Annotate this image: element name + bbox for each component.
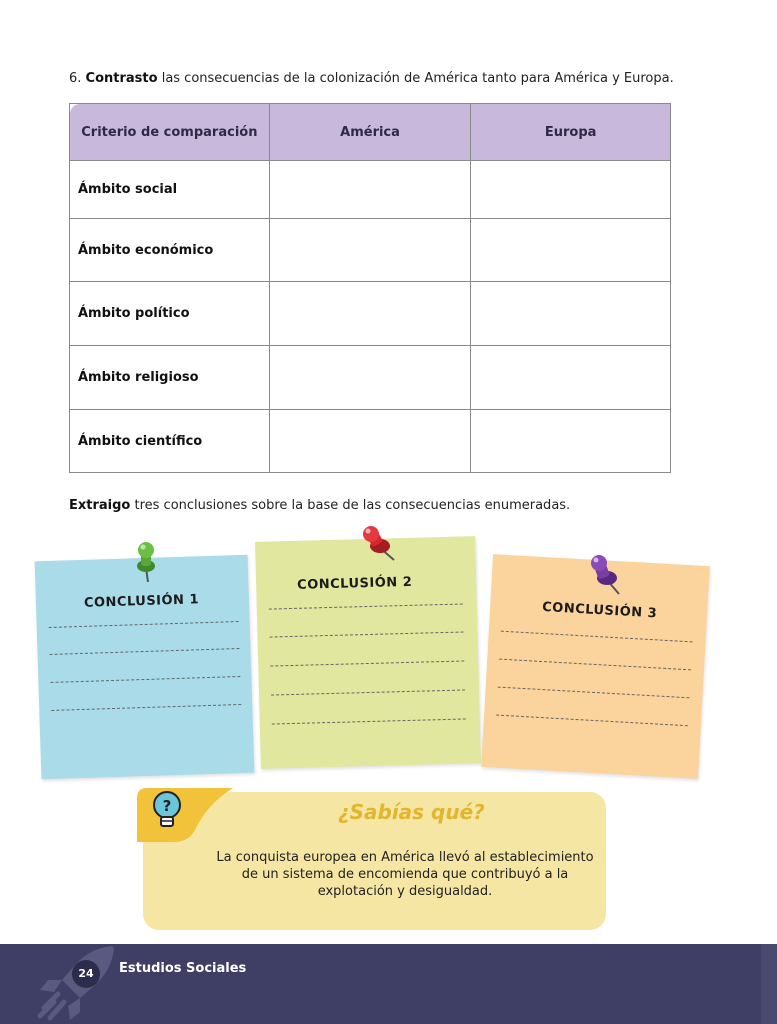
- table-row: [70, 219, 671, 282]
- writing-line[interactable]: [496, 715, 688, 727]
- conclusions-verb: Extraigo: [69, 498, 131, 513]
- activity-number: 6.: [69, 71, 82, 86]
- activity-instruction: [69, 71, 674, 86]
- footer-edge: [761, 944, 777, 1024]
- conclusions-instruction: [69, 498, 570, 513]
- svg-text:?: ?: [162, 797, 172, 815]
- table-row: [70, 161, 671, 219]
- conclusion-note-1[interactable]: [35, 555, 255, 780]
- europa-answer-cell[interactable]: [471, 161, 671, 219]
- did-you-know-title: ¿Sabías qué?: [338, 800, 485, 824]
- writing-line[interactable]: [270, 631, 464, 637]
- conclusion-title: CONCLUSIÓN 2: [297, 574, 413, 593]
- criterion-cell: Ámbito económico: [70, 219, 270, 282]
- table-row: [70, 346, 671, 410]
- america-answer-cell[interactable]: [269, 282, 471, 346]
- criterion-cell: Ámbito científico: [70, 410, 270, 473]
- writing-line[interactable]: [270, 660, 464, 666]
- page-number: 24: [72, 960, 100, 988]
- writing-line[interactable]: [272, 718, 466, 724]
- writing-line[interactable]: [50, 648, 240, 655]
- america-answer-cell[interactable]: [269, 346, 471, 410]
- activity-verb: Contrasto: [85, 71, 158, 86]
- table-header-row: [70, 104, 671, 161]
- header-america: América: [269, 104, 471, 161]
- comparison-table: [69, 103, 671, 473]
- table-row: [70, 410, 671, 473]
- europa-answer-cell[interactable]: [471, 219, 671, 282]
- conclusion-note-2[interactable]: [255, 536, 481, 769]
- pushpin-icon: [128, 540, 164, 584]
- writing-line[interactable]: [269, 604, 463, 610]
- conclusion-title: CONCLUSIÓN 1: [83, 592, 200, 611]
- did-you-know-line: de un sistema de encomienda que contribuyó a la: [241, 867, 569, 882]
- writing-line[interactable]: [499, 659, 691, 671]
- header-criterion: Criterio de comparación: [70, 104, 270, 161]
- america-answer-cell[interactable]: [269, 410, 471, 473]
- subject-label: Estudios Sociales: [119, 961, 247, 976]
- conclusions-text: tres conclusiones sobre la base de las consecuencias enumeradas.: [134, 498, 571, 513]
- table-row: [70, 282, 671, 346]
- lightbulb-question-icon: [150, 790, 184, 830]
- europa-answer-cell[interactable]: [471, 346, 671, 410]
- writing-line[interactable]: [271, 689, 465, 695]
- header-europa: Europa: [471, 104, 671, 161]
- did-you-know-line: La conquista europea en América llevó al establecimiento: [216, 850, 594, 865]
- writing-line[interactable]: [51, 704, 241, 711]
- writing-line[interactable]: [498, 687, 690, 699]
- america-answer-cell[interactable]: [269, 219, 471, 282]
- criterion-cell: Ámbito social: [70, 161, 270, 219]
- criterion-cell: Ámbito político: [70, 282, 270, 346]
- pushpin-icon: [358, 524, 400, 564]
- did-you-know-line: explotación y desigualdad.: [317, 884, 493, 899]
- criterion-cell: Ámbito religioso: [70, 346, 270, 410]
- did-you-know-text: [205, 849, 605, 900]
- america-answer-cell[interactable]: [269, 161, 471, 219]
- writing-line[interactable]: [49, 621, 239, 628]
- writing-line[interactable]: [501, 631, 693, 643]
- europa-answer-cell[interactable]: [471, 282, 671, 346]
- europa-answer-cell[interactable]: [471, 410, 671, 473]
- pushpin-icon: [585, 552, 627, 596]
- writing-line[interactable]: [50, 676, 240, 683]
- activity-text: las consecuencias de la colonización de América tanto para América y Europa.: [161, 71, 674, 86]
- conclusion-title: CONCLUSIÓN 3: [541, 599, 658, 622]
